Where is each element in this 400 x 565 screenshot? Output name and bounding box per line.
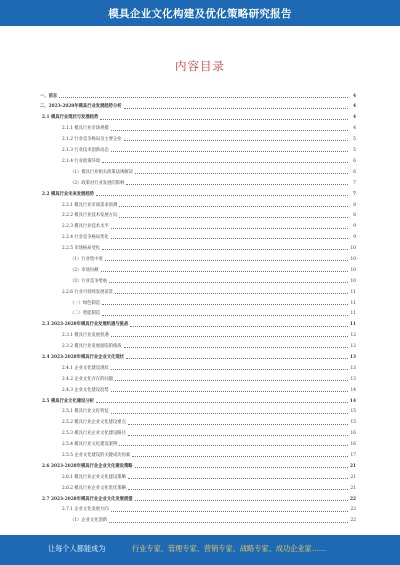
toc-dot-leader [119, 217, 348, 218]
toc-entry-label: （3）行业竞争壁垒 [70, 278, 108, 284]
toc-heading: 内容目录 [175, 59, 225, 73]
toc-entry-page: 7 [353, 180, 356, 186]
toc-entry[interactable] [40, 197, 356, 208]
toc-entry-page: 12 [350, 344, 356, 350]
footer-bar [0, 535, 400, 565]
toc-entry-page: 10 [350, 278, 356, 284]
toc-dot-leader [96, 402, 348, 403]
toc-entry-page: 6 [353, 158, 356, 164]
toc-dot-leader [111, 238, 348, 239]
toc-entry[interactable] [40, 273, 356, 284]
toc-entry[interactable] [40, 415, 356, 426]
toc-entry-label: （1）行业集中度 [70, 256, 103, 262]
toc-entry-label: 2.4.1 企业文化建设现状 [62, 365, 109, 371]
table-of-contents [40, 88, 356, 524]
toc-entry-page: 10 [350, 256, 356, 262]
toc-entry-label: 2.5.2 模具行业企业文化建设重点 [62, 420, 126, 426]
toc-entry[interactable] [40, 393, 356, 404]
toc-entry[interactable] [40, 404, 356, 415]
toc-dot-leader [119, 206, 348, 207]
toc-dot-leader [128, 435, 348, 436]
toc-entry-page: 16 [350, 431, 356, 437]
toc-entry-label: 2.3.2 模具行业发展面临的挑战 [62, 344, 122, 350]
toc-entry-page: 21 [350, 485, 356, 491]
toc-entry[interactable] [40, 230, 356, 241]
toc-entry[interactable] [40, 491, 356, 502]
toc-dot-leader [96, 195, 348, 196]
toc-entry-page: 16 [350, 442, 356, 448]
toc-dot-leader [135, 500, 348, 501]
toc-entry-page: 9 [353, 224, 356, 230]
toc-entry-page: 4 [353, 115, 356, 121]
toc-entry-label: （1）企业文化创新 [70, 518, 108, 524]
footer-tagline: 行业专家、管理专家、营销专家、战略专家、成功企业家…… [132, 544, 327, 553]
toc-dot-leader [111, 151, 348, 152]
toc-entry[interactable] [40, 88, 356, 99]
toc-entry-label: 二、2023-2028年模具行业发展趋势分析 [40, 104, 122, 110]
toc-entry[interactable] [40, 132, 356, 143]
toc-dot-leader [111, 511, 348, 512]
toc-dot-leader [128, 489, 348, 490]
toc-dot-leader [111, 228, 348, 229]
toc-entry-label: （一）绿色制造 [70, 300, 101, 306]
toc-dot-leader [124, 108, 348, 109]
toc-entry-page: 11 [350, 300, 356, 306]
toc-entry[interactable] [40, 99, 356, 110]
toc-entry-label: 2.4.2 企业文化存在的问题 [62, 376, 113, 382]
toc-entry-label: 2.3 2023-2028年模具行业发展机遇与挑战 [42, 322, 129, 328]
toc-dot-leader [135, 467, 348, 468]
toc-entry[interactable] [40, 437, 356, 448]
toc-entry-page: 4 [353, 104, 356, 110]
toc-entry-page: 14 [350, 387, 356, 393]
toc-entry-label: 2.1.2 行业竞争格局及主要企业 [62, 137, 122, 143]
toc-entry-label: （二）智能制造 [70, 311, 101, 317]
toc-entry-label: 2.1 模具行业现状与发展趋势 [42, 115, 99, 121]
toc-dot-leader [119, 445, 348, 446]
toc-entry-label: 2.2.1 模具行业市场需求预测 [62, 202, 118, 208]
toc-entry-label: 一、前言 [40, 93, 58, 99]
toc-entry[interactable] [40, 175, 356, 186]
toc-entry-label: 2.2.6 行业可持续发展前景 [62, 289, 113, 295]
toc-entry[interactable] [40, 360, 356, 371]
toc-entry-page: 14 [350, 398, 356, 404]
toc-entry-label: 2.5.5 企业文化建设的关键成功因素 [62, 452, 131, 458]
toc-entry[interactable] [40, 284, 356, 295]
toc-dot-leader [111, 369, 348, 370]
toc-entry-label: 2.5.1 模具行业文化特征 [62, 409, 109, 415]
toc-entry[interactable] [40, 121, 356, 132]
toc-entry[interactable] [40, 349, 356, 360]
toc-entry-label: （2）市场份额 [70, 267, 99, 273]
toc-entry-label: （2）政策对行业发展的影响 [70, 180, 125, 186]
toc-entry-page: 22 [350, 507, 356, 513]
toc-entry-label: 2.5.4 模具行业文化建设案例 [62, 442, 118, 448]
toc-entry-label: 2.6.1 模具行业企业文化建设策略 [62, 474, 126, 480]
toc-dot-leader [135, 173, 348, 174]
toc-entry-page: 22 [350, 518, 356, 524]
toc-entry[interactable] [40, 186, 356, 197]
toc-entry-page: 21 [350, 463, 356, 469]
toc-entry-label: 2.1.1 模具行业市场规模 [62, 126, 109, 132]
toc-dot-leader [126, 358, 348, 359]
toc-dot-leader [130, 326, 348, 327]
toc-entry-page: 21 [350, 474, 356, 480]
toc-entry-label: 2.1.3 行业技术创新动态 [62, 148, 109, 154]
toc-entry-page: 13 [350, 365, 356, 371]
toc-dot-leader [115, 380, 348, 381]
toc-dot-leader [109, 522, 348, 523]
toc-dot-leader [115, 293, 348, 294]
toc-dot-leader [111, 336, 348, 337]
toc-entry-label: 2.6.2 模具行业企业文化优化策略 [62, 485, 126, 491]
toc-entry-page: 15 [350, 420, 356, 426]
toc-dot-leader [100, 119, 348, 120]
toc-entry[interactable] [40, 371, 356, 382]
toc-entry-page: 17 [350, 452, 356, 458]
toc-dot-leader [128, 424, 348, 425]
toc-entry-label: 2.2.4 行业竞争格局变化 [62, 235, 109, 241]
toc-entry-page: 8 [353, 202, 356, 208]
toc-entry[interactable] [40, 153, 356, 164]
toc-entry[interactable] [40, 142, 356, 153]
toc-entry[interactable] [40, 317, 356, 328]
toc-dot-leader [111, 130, 348, 131]
toc-entry[interactable] [40, 469, 356, 480]
toc-entry-page: 13 [350, 354, 356, 360]
toc-entry[interactable] [40, 262, 356, 273]
toc-entry-label: （1）模具行业相关政策法规解读 [70, 169, 133, 175]
toc-entry-label: 2.2 模具行业未来发展趋势 [42, 191, 94, 197]
toc-dot-leader [102, 304, 348, 305]
toc-dot-leader [132, 456, 348, 457]
toc-entry-label: 2.2.2 模具行业技术发展方向 [62, 213, 118, 219]
toc-entry-label: 2.2.3 模具行业技术水平 [62, 224, 109, 230]
toc-entry[interactable] [40, 447, 356, 458]
toc-entry-page: 15 [350, 409, 356, 415]
toc-entry-page: 6 [353, 169, 356, 175]
toc-entry-page: 9 [353, 235, 356, 241]
toc-entry-page: 5 [353, 148, 356, 154]
toc-entry-page: 13 [350, 376, 356, 382]
toc-dot-leader [109, 282, 348, 283]
toc-entry[interactable] [40, 338, 356, 349]
toc-entry[interactable] [40, 240, 356, 251]
toc-entry-page: 11 [350, 322, 356, 328]
toc-dot-leader [124, 140, 348, 141]
toc-entry-label: 2.6 2023-2028年模具行业企业文化建设策略 [42, 463, 133, 469]
toc-dot-leader [111, 391, 348, 392]
toc-entry[interactable] [40, 458, 356, 469]
toc-entry-label: 2.7 2023-2028年模具行业企业文化发展展望 [42, 496, 133, 502]
toc-dot-leader [101, 271, 348, 272]
toc-entry[interactable] [40, 164, 356, 175]
toc-entry[interactable] [40, 219, 356, 230]
toc-entry-page: 10 [350, 267, 356, 273]
toc-dot-leader [102, 162, 348, 163]
toc-entry-page: 8 [353, 213, 356, 219]
toc-entry-label: 2.3.1 模具行业发展机遇 [62, 333, 109, 339]
toc-entry[interactable] [40, 480, 356, 491]
toc-entry-label: 2.5 模具行业文化建设分析 [42, 398, 94, 404]
toc-entry-page: 5 [353, 137, 356, 143]
toc-dot-leader [102, 315, 348, 316]
toc-entry[interactable] [40, 382, 356, 393]
toc-entry-page: 7 [353, 191, 356, 197]
toc-entry-page: 11 [350, 289, 356, 295]
toc-entry-page: 12 [350, 333, 356, 339]
toc-entry[interactable] [40, 110, 356, 121]
toc-entry-page: 11 [350, 311, 356, 317]
toc-entry-label: 2.5.3 模具行业企业文化建设路径 [62, 431, 126, 437]
toc-entry[interactable] [40, 306, 356, 317]
toc-entry[interactable] [40, 208, 356, 219]
toc-dot-leader [124, 347, 348, 348]
toc-entry-page: 4 [353, 93, 356, 99]
toc-dot-leader [126, 184, 348, 185]
toc-entry[interactable] [40, 502, 356, 513]
toc-dot-leader [105, 260, 348, 261]
toc-entry[interactable] [40, 328, 356, 339]
toc-entry-label: 2.7.1 企业文化发展方向 [62, 507, 109, 513]
toc-dot-leader [111, 413, 348, 414]
report-title: 模具企业文化构建及优化策略研究报告 [108, 8, 292, 20]
toc-dot-leader [59, 97, 348, 98]
toc-dot-leader [128, 478, 348, 479]
toc-entry-page: 4 [353, 126, 356, 132]
header-bar [0, 0, 400, 26]
toc-entry[interactable] [40, 295, 356, 306]
toc-entry-label: 2.2.5 市场格局变化 [62, 246, 101, 252]
toc-entry-page: 22 [350, 496, 356, 502]
toc-entry-label: 2.1.4 行业政策环境 [62, 158, 101, 164]
toc-entry[interactable] [40, 251, 356, 262]
toc-entry-label: 2.4 2023-2028年模具行业企业文化现状 [42, 354, 124, 360]
toc-entry-label: 2.4.3 企业文化建设趋势 [62, 387, 109, 393]
footer-brand: 让每个人都能成为 [48, 544, 106, 553]
toc-dot-leader [102, 249, 348, 250]
toc-entry[interactable] [40, 426, 356, 437]
toc-entry[interactable] [40, 513, 356, 524]
toc-entry-page: 10 [350, 246, 356, 252]
